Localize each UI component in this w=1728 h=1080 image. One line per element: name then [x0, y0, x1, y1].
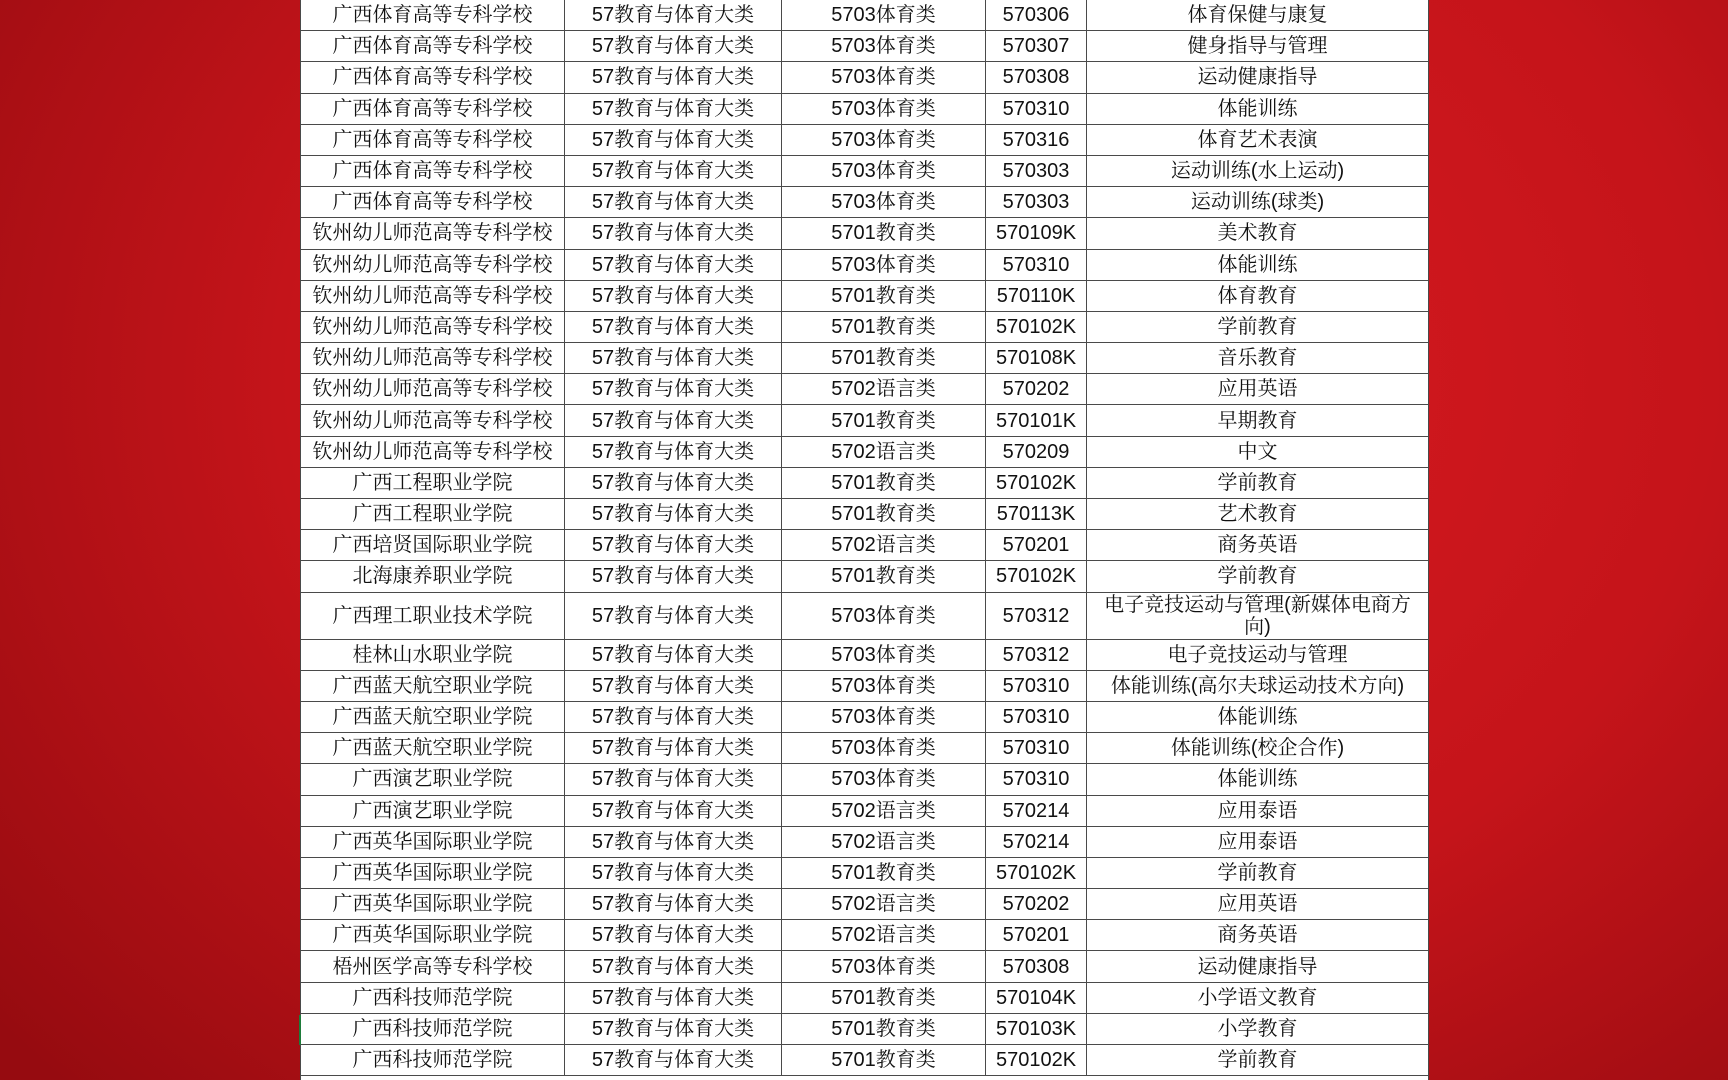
category-cell: 57教育与体育大类	[565, 1045, 782, 1075]
school-cell: 广西工程职业学院	[301, 468, 565, 498]
subcategory-cell: 5703体育类	[782, 640, 986, 670]
major-code-cell: 570201	[986, 530, 1087, 560]
major-code-cell: 570308	[986, 62, 1087, 92]
subcategory-cell: 5701教育类	[782, 343, 986, 373]
school-cell: 广西理工职业技术学院	[301, 593, 565, 639]
subcategory-cell: 5703体育类	[782, 125, 986, 155]
category-cell: 57教育与体育大类	[565, 858, 782, 888]
table-row	[301, 796, 1428, 827]
major-code-cell: 570101K	[986, 405, 1087, 435]
table-row	[301, 593, 1428, 640]
category-cell: 57教育与体育大类	[565, 31, 782, 61]
school-cell: 广西体育高等专科学校	[301, 0, 565, 30]
major-name-cell: 音乐教育	[1217, 347, 1298, 370]
table-row	[301, 405, 1428, 436]
major-code-cell: 570312	[986, 640, 1087, 670]
major-code-cell: 570209	[986, 437, 1087, 467]
subcategory-cell: 5702语言类	[782, 889, 986, 919]
table-row	[301, 62, 1428, 93]
major-name-cell: 体能训练	[1217, 253, 1298, 276]
major-code-cell: 570108K	[986, 343, 1087, 373]
category-cell: 57教育与体育大类	[565, 951, 782, 981]
subcategory-cell: 5701教育类	[782, 218, 986, 248]
category-cell: 57教育与体育大类	[565, 250, 782, 280]
subcategory-cell: 5701教育类	[782, 499, 986, 529]
table-row	[301, 250, 1428, 281]
category-cell: 57教育与体育大类	[565, 499, 782, 529]
major-code-cell: 570214	[986, 796, 1087, 826]
major-code-cell: 570202	[986, 374, 1087, 404]
school-cell: 广西演艺职业学院	[301, 796, 565, 826]
school-cell: 广西体育高等专科学校	[301, 125, 565, 155]
school-cell: 北海康养职业学院	[301, 561, 565, 591]
category-cell: 57教育与体育大类	[565, 530, 782, 560]
category-cell: 57教育与体育大类	[565, 796, 782, 826]
major-name-cell: 早期教育	[1217, 409, 1298, 432]
category-cell: 57教育与体育大类	[565, 764, 782, 794]
major-code-cell: 570303	[986, 187, 1087, 217]
major-name-cell: 学前教育	[1217, 471, 1298, 494]
major-name-cell: 体育教育	[1217, 284, 1298, 307]
major-name-cell: 学前教育	[1217, 861, 1298, 884]
major-name-cell: 小学语文教育	[1197, 986, 1318, 1009]
table-row	[301, 530, 1428, 561]
major-name-cell: 电子竞技运动与管理	[1167, 643, 1348, 666]
category-cell: 57教育与体育大类	[565, 62, 782, 92]
major-code-cell: 570201	[986, 920, 1087, 950]
table-body	[301, 0, 1428, 1076]
major-code-cell: 570102K	[986, 312, 1087, 342]
table-row	[301, 31, 1428, 62]
major-code-cell: 570103K	[986, 1014, 1087, 1044]
category-cell: 57教育与体育大类	[565, 312, 782, 342]
school-cell: 广西演艺职业学院	[301, 764, 565, 794]
school-cell: 广西蓝天航空职业学院	[301, 733, 565, 763]
major-code-cell: 570303	[986, 156, 1087, 186]
cell-selection-marker	[299, 1015, 301, 1045]
school-cell: 广西英华国际职业学院	[301, 920, 565, 950]
category-cell: 57教育与体育大类	[565, 733, 782, 763]
school-cell: 广西体育高等专科学校	[301, 94, 565, 124]
major-code-cell: 570312	[986, 593, 1087, 639]
subcategory-cell: 5702语言类	[782, 920, 986, 950]
major-code-cell: 570110K	[986, 281, 1087, 311]
table-row	[301, 125, 1428, 156]
category-cell: 57教育与体育大类	[565, 94, 782, 124]
subcategory-cell: 5703体育类	[782, 62, 986, 92]
major-name-cell: 应用英语	[1217, 378, 1298, 401]
school-cell: 梧州医学高等专科学校	[301, 951, 565, 981]
school-cell: 钦州幼儿师范高等专科学校	[301, 343, 565, 373]
major-name-cell: 运动健康指导	[1197, 66, 1318, 89]
subcategory-cell: 5702语言类	[782, 437, 986, 467]
table-row	[301, 218, 1428, 249]
category-cell: 57教育与体育大类	[565, 374, 782, 404]
subcategory-cell: 5701教育类	[782, 1014, 986, 1044]
subcategory-cell: 5703体育类	[782, 31, 986, 61]
table-row	[301, 983, 1428, 1014]
table-row	[301, 499, 1428, 530]
major-code-cell: 570102K	[986, 468, 1087, 498]
major-name-cell: 应用泰语	[1217, 799, 1298, 822]
subcategory-cell: 5701教育类	[782, 405, 986, 435]
school-cell: 钦州幼儿师范高等专科学校	[301, 312, 565, 342]
major-code-cell: 570310	[986, 671, 1087, 701]
category-cell: 57教育与体育大类	[565, 640, 782, 670]
school-cell: 广西蓝天航空职业学院	[301, 702, 565, 732]
school-cell: 广西科技师范学院	[301, 983, 565, 1013]
category-cell: 57教育与体育大类	[565, 281, 782, 311]
subcategory-cell: 5703体育类	[782, 733, 986, 763]
category-cell: 57教育与体育大类	[565, 156, 782, 186]
table-row	[301, 0, 1428, 31]
table-row	[301, 671, 1428, 702]
category-cell: 57教育与体育大类	[565, 405, 782, 435]
school-cell: 桂林山水职业学院	[301, 640, 565, 670]
major-name-cell: 美术教育	[1217, 222, 1298, 245]
table-row	[301, 733, 1428, 764]
subcategory-cell: 5703体育类	[782, 94, 986, 124]
school-cell: 钦州幼儿师范高等专科学校	[301, 281, 565, 311]
category-cell: 57教育与体育大类	[565, 1014, 782, 1044]
subcategory-cell: 5703体育类	[782, 593, 986, 639]
table-row	[301, 94, 1428, 125]
school-cell: 广西体育高等专科学校	[301, 156, 565, 186]
subcategory-cell: 5701教育类	[782, 858, 986, 888]
major-code-cell: 570310	[986, 94, 1087, 124]
subcategory-cell: 5702语言类	[782, 374, 986, 404]
major-name-cell: 应用英语	[1217, 893, 1298, 916]
major-name-cell: 体能训练(校企合作)	[1170, 737, 1345, 760]
major-name-cell: 电子竞技运动与管理(新媒体电商方向)	[1104, 593, 1411, 638]
major-code-cell: 570102K	[986, 561, 1087, 591]
category-cell: 57教育与体育大类	[565, 702, 782, 732]
school-cell: 广西工程职业学院	[301, 499, 565, 529]
major-name-cell: 中文	[1237, 440, 1278, 463]
category-cell: 57教育与体育大类	[565, 827, 782, 857]
major-code-cell: 570310	[986, 733, 1087, 763]
category-cell: 57教育与体育大类	[565, 437, 782, 467]
major-name-cell: 体能训练	[1217, 706, 1298, 729]
table-row	[301, 640, 1428, 671]
major-code-cell: 570306	[986, 0, 1087, 30]
school-cell: 广西科技师范学院	[301, 1014, 565, 1044]
major-name-cell: 商务英语	[1217, 924, 1298, 947]
table-row	[301, 1014, 1428, 1045]
school-cell: 广西英华国际职业学院	[301, 889, 565, 919]
major-name-cell: 艺术教育	[1217, 503, 1298, 526]
table-row	[301, 343, 1428, 374]
category-cell: 57教育与体育大类	[565, 593, 782, 639]
major-code-cell: 570308	[986, 951, 1087, 981]
table-row	[301, 702, 1428, 733]
table-row	[301, 156, 1428, 187]
major-code-cell: 570109K	[986, 218, 1087, 248]
major-code-cell: 570310	[986, 250, 1087, 280]
school-cell: 广西蓝天航空职业学院	[301, 671, 565, 701]
major-name-cell: 运动健康指导	[1197, 955, 1318, 978]
table-row	[301, 1045, 1428, 1076]
category-cell: 57教育与体育大类	[565, 218, 782, 248]
category-cell: 57教育与体育大类	[565, 0, 782, 30]
subcategory-cell: 5702语言类	[782, 530, 986, 560]
subcategory-cell: 5703体育类	[782, 702, 986, 732]
category-cell: 57教育与体育大类	[565, 343, 782, 373]
table-row	[301, 561, 1428, 592]
school-cell: 钦州幼儿师范高等专科学校	[301, 250, 565, 280]
major-name-cell: 体能训练	[1217, 97, 1298, 120]
school-cell: 广西科技师范学院	[301, 1045, 565, 1075]
school-cell: 广西英华国际职业学院	[301, 858, 565, 888]
subcategory-cell: 5701教育类	[782, 312, 986, 342]
school-cell: 钦州幼儿师范高等专科学校	[301, 374, 565, 404]
category-cell: 57教育与体育大类	[565, 468, 782, 498]
subcategory-cell: 5703体育类	[782, 187, 986, 217]
subcategory-cell: 5701教育类	[782, 561, 986, 591]
major-code-cell: 570113K	[986, 499, 1087, 529]
school-cell: 钦州幼儿师范高等专科学校	[301, 437, 565, 467]
major-code-cell: 570104K	[986, 983, 1087, 1013]
category-cell: 57教育与体育大类	[565, 920, 782, 950]
table-row	[301, 951, 1428, 982]
major-name-cell: 体能训练	[1217, 768, 1298, 791]
table-row	[301, 764, 1428, 795]
table-row	[301, 374, 1428, 405]
table-row	[301, 827, 1428, 858]
subcategory-cell: 5701教育类	[782, 468, 986, 498]
majors-table	[300, 0, 1429, 1080]
subcategory-cell: 5702语言类	[782, 827, 986, 857]
major-name-cell: 小学教育	[1217, 1017, 1298, 1040]
category-cell: 57教育与体育大类	[565, 671, 782, 701]
subcategory-cell: 5703体育类	[782, 0, 986, 30]
major-name-cell: 运动训练(球类)	[1190, 191, 1325, 214]
subcategory-cell: 5703体育类	[782, 764, 986, 794]
major-code-cell: 570202	[986, 889, 1087, 919]
school-cell: 广西体育高等专科学校	[301, 31, 565, 61]
subcategory-cell: 5703体育类	[782, 156, 986, 186]
major-name-cell: 商务英语	[1217, 534, 1298, 557]
major-name-cell: 体能训练(高尔夫球运动技术方向)	[1110, 674, 1405, 697]
subcategory-cell: 5701教育类	[782, 983, 986, 1013]
school-cell: 钦州幼儿师范高等专科学校	[301, 405, 565, 435]
category-cell: 57教育与体育大类	[565, 125, 782, 155]
table-row	[301, 468, 1428, 499]
table-row	[301, 187, 1428, 218]
subcategory-cell: 5701教育类	[782, 1045, 986, 1075]
category-cell: 57教育与体育大类	[565, 561, 782, 591]
school-cell: 广西体育高等专科学校	[301, 187, 565, 217]
major-code-cell: 570316	[986, 125, 1087, 155]
major-name-cell: 学前教育	[1217, 565, 1298, 588]
category-cell: 57教育与体育大类	[565, 889, 782, 919]
school-cell: 广西培贤国际职业学院	[301, 530, 565, 560]
major-code-cell: 570214	[986, 827, 1087, 857]
subcategory-cell: 5702语言类	[782, 796, 986, 826]
category-cell: 57教育与体育大类	[565, 187, 782, 217]
major-code-cell: 570310	[986, 702, 1087, 732]
major-code-cell: 570102K	[986, 858, 1087, 888]
major-code-cell: 570102K	[986, 1045, 1087, 1075]
table-row	[301, 920, 1428, 951]
table-row	[301, 281, 1428, 312]
major-name-cell: 健身指导与管理	[1187, 35, 1328, 58]
subcategory-cell: 5703体育类	[782, 671, 986, 701]
category-cell: 57教育与体育大类	[565, 983, 782, 1013]
school-cell: 广西体育高等专科学校	[301, 62, 565, 92]
major-name-cell: 运动训练(水上运动)	[1170, 160, 1345, 183]
table-row	[301, 312, 1428, 343]
major-name-cell: 体育保健与康复	[1187, 4, 1328, 27]
school-cell: 钦州幼儿师范高等专科学校	[301, 218, 565, 248]
major-name-cell: 学前教育	[1217, 315, 1298, 338]
major-code-cell: 570310	[986, 764, 1087, 794]
table-row	[301, 889, 1428, 920]
table-row	[301, 858, 1428, 889]
major-name-cell: 应用泰语	[1217, 830, 1298, 853]
subcategory-cell: 5701教育类	[782, 281, 986, 311]
school-cell: 广西英华国际职业学院	[301, 827, 565, 857]
major-code-cell: 570307	[986, 31, 1087, 61]
subcategory-cell: 5703体育类	[782, 250, 986, 280]
major-name-cell: 体育艺术表演	[1197, 128, 1318, 151]
major-name-cell: 学前教育	[1217, 1049, 1298, 1072]
subcategory-cell: 5703体育类	[782, 951, 986, 981]
table-row	[301, 437, 1428, 468]
